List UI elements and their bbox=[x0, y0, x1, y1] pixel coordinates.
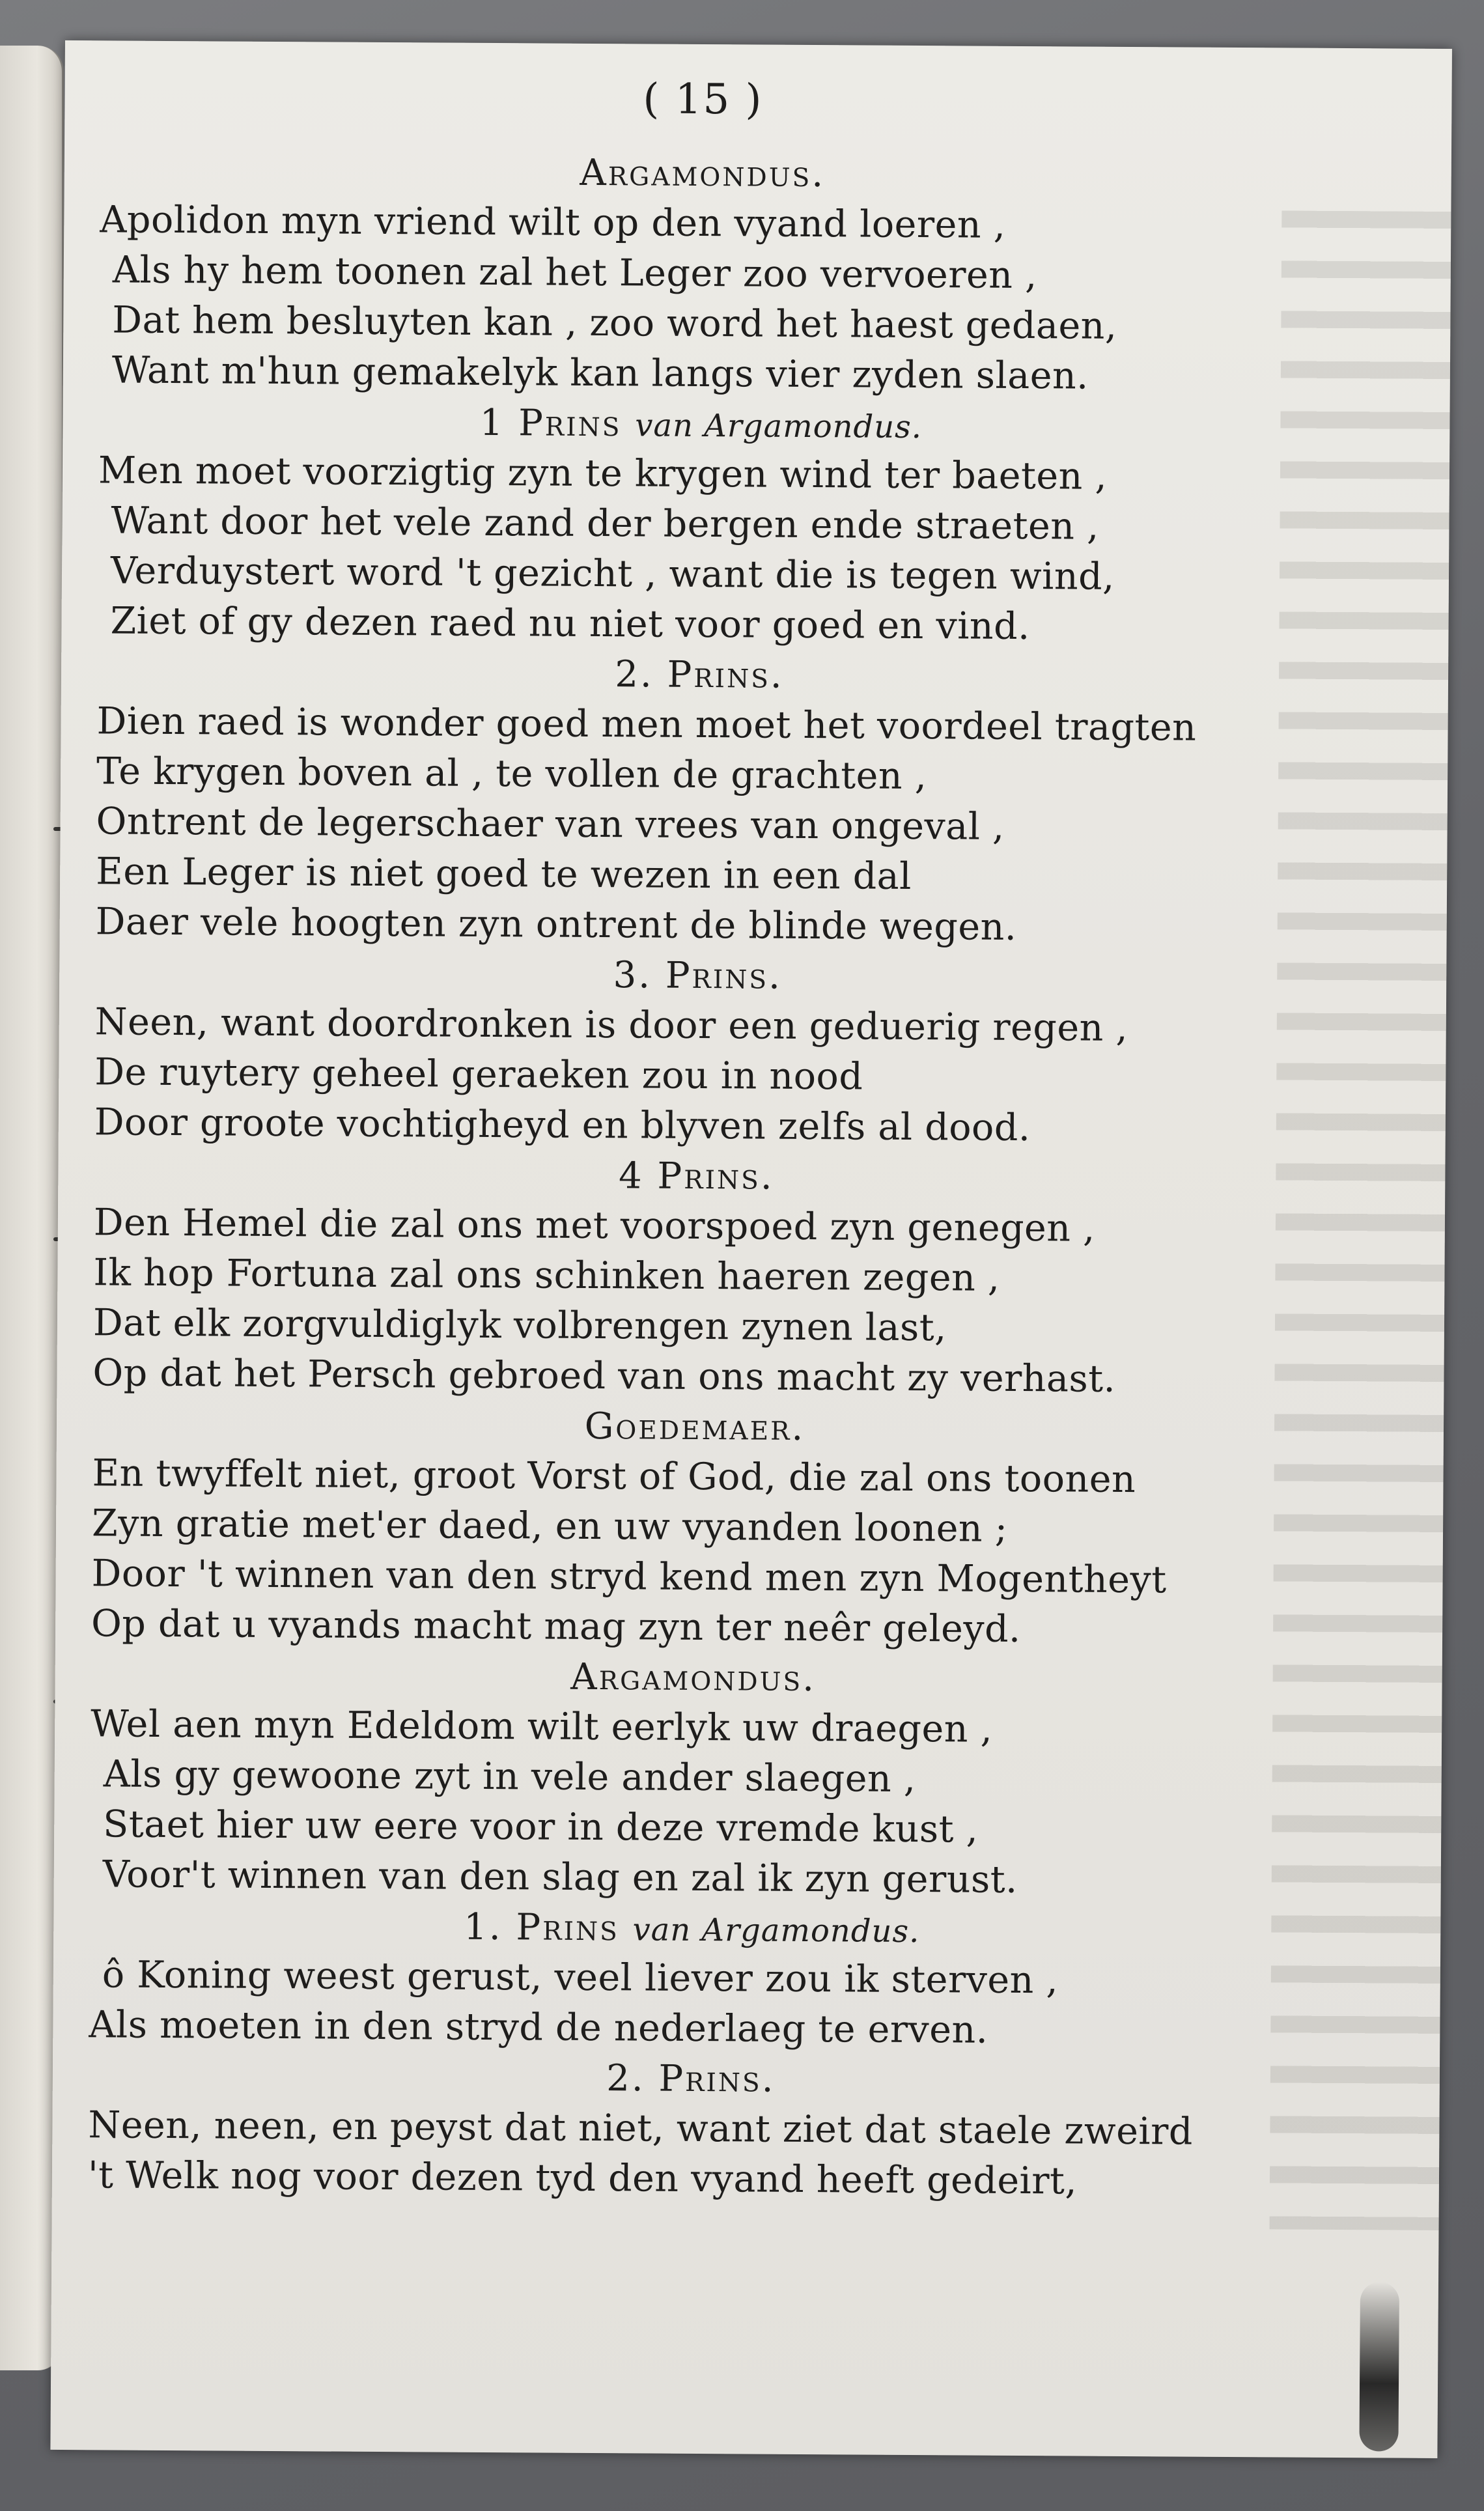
verse-line: Neen, want doordronken is door een geduerig regen , bbox=[94, 1000, 1128, 1050]
book-page bbox=[50, 40, 1452, 2458]
verse-line: Verduystert word 't gezicht , want die is tegen wind, bbox=[110, 549, 1115, 598]
verse-line: 't Welk nog voor dezen tyd den vyand heeft gedeirt, bbox=[87, 2153, 1078, 2203]
verse-line: Staet hier uw eere voor in deze vremde kust , bbox=[103, 1803, 979, 1851]
speech-block bbox=[97, 395, 1303, 653]
speech-block bbox=[92, 1147, 1298, 1405]
verse-line: Ziet of gy dezen raed nu niet voor goed en vind. bbox=[110, 599, 1030, 649]
speech-block bbox=[99, 145, 1305, 402]
verse-line: Apolidon myn vriend wilt op den vyand loeren , bbox=[100, 198, 1006, 247]
verse-line: Door groote vochtigheyd en blyven zelfs al dood. bbox=[94, 1101, 1031, 1150]
verse-line: Ik hop Fortuna zal ons schinken haeren zegen , bbox=[93, 1251, 1000, 1300]
verse-line: Daer vele hoogten zyn ontrent de blinde wegen. bbox=[95, 900, 1017, 949]
page-content bbox=[87, 75, 1305, 2208]
speaker-heading: 1. Prins van Argamondus. bbox=[464, 1905, 920, 1950]
verse-line: Men moet voorzigtig zyn te krygen wind ter baeten , bbox=[98, 449, 1108, 498]
verse-line: Zyn gratie met'er daed, en uw vyanden loonen ; bbox=[91, 1502, 1008, 1550]
speaker-heading: 3. Prins. bbox=[613, 954, 783, 998]
verse-line: Den Hemel die zal ons met voorspoed zyn genegen , bbox=[93, 1201, 1095, 1250]
speech-block bbox=[94, 947, 1300, 1155]
verse-line: Door 't winnen van den stryd kend men zyn Mogentheyt bbox=[91, 1552, 1167, 1602]
verse-line: Op dat het Persch gebroed van ons macht zy verhast. bbox=[92, 1351, 1116, 1401]
speaker-heading: Argamondus. bbox=[570, 1655, 817, 1700]
verse-line: Als gy gewoone zyt in vele ander slaegen , bbox=[103, 1752, 916, 1801]
speech-block bbox=[88, 2050, 1293, 2208]
speaker-heading: 2. Prins. bbox=[606, 2057, 776, 2101]
verse-line: Want door het vele zand der bergen ende straeten , bbox=[111, 499, 1099, 548]
speaker-heading: 2. Prins. bbox=[615, 653, 784, 697]
verse-line: Ontrent de legerschaer van vrees van ongeval , bbox=[96, 800, 1005, 849]
speech-block bbox=[91, 1398, 1297, 1656]
verse-line: ô Koning weest gerust, veel liever zou ik sterven , bbox=[102, 1953, 1059, 2002]
verse-line: Wel aen myn Edeldom wilt eerlyk uw draegen , bbox=[91, 1702, 993, 1751]
verse-line: Als hy hem toonen zal het Leger zoo vervoeren , bbox=[112, 248, 1037, 298]
verse-line: Want m'hun gemakelyk kan langs vier zyden slaen. bbox=[111, 348, 1089, 398]
verse-line: Een Leger is niet goed te wezen in een dal bbox=[96, 850, 912, 898]
speech-block bbox=[95, 646, 1302, 954]
speaker-heading: Goedemaer. bbox=[584, 1405, 805, 1449]
verse-line: Dat elk zorgvuldiglyk volbrengen zynen last, bbox=[92, 1301, 947, 1350]
speaker-heading: 1 Prins van Argamondus. bbox=[479, 401, 923, 446]
verse-line: Voor't winnen van den slag en zal ik zyn gerust. bbox=[102, 1853, 1018, 1901]
verse-line: Als moeten in den stryd de nederlaeg te erven. bbox=[89, 2003, 988, 2052]
verse-line: Te krygen boven al , te vollen de grachten , bbox=[96, 750, 927, 798]
page-number: ( 15 ) bbox=[643, 75, 763, 124]
verse-line: Neen, neen, en peyst dat niet, want ziet dat staele zweird bbox=[88, 2103, 1194, 2153]
ink-stain bbox=[1359, 2282, 1399, 2451]
speech-block bbox=[89, 1900, 1294, 2057]
verse-line: Dien raed is wonder goed men moet het voordeel tragten bbox=[96, 699, 1197, 750]
verse-line: Dat hem besluyten kan , zoo word het haest gedaen, bbox=[112, 298, 1117, 348]
speaker-heading: 4 Prins. bbox=[618, 1155, 774, 1198]
speech-block bbox=[90, 1649, 1296, 1907]
speaker-heading: Argamondus. bbox=[580, 151, 826, 196]
verse-line: Op dat u vyands macht mag zyn ter neêr geleyd. bbox=[91, 1602, 1021, 1651]
verse-line: De ruytery geheel geraeken zou in nood bbox=[94, 1050, 863, 1099]
verse-line: En twyffelt niet, groot Vorst of God, die zal ons toonen bbox=[92, 1452, 1136, 1502]
